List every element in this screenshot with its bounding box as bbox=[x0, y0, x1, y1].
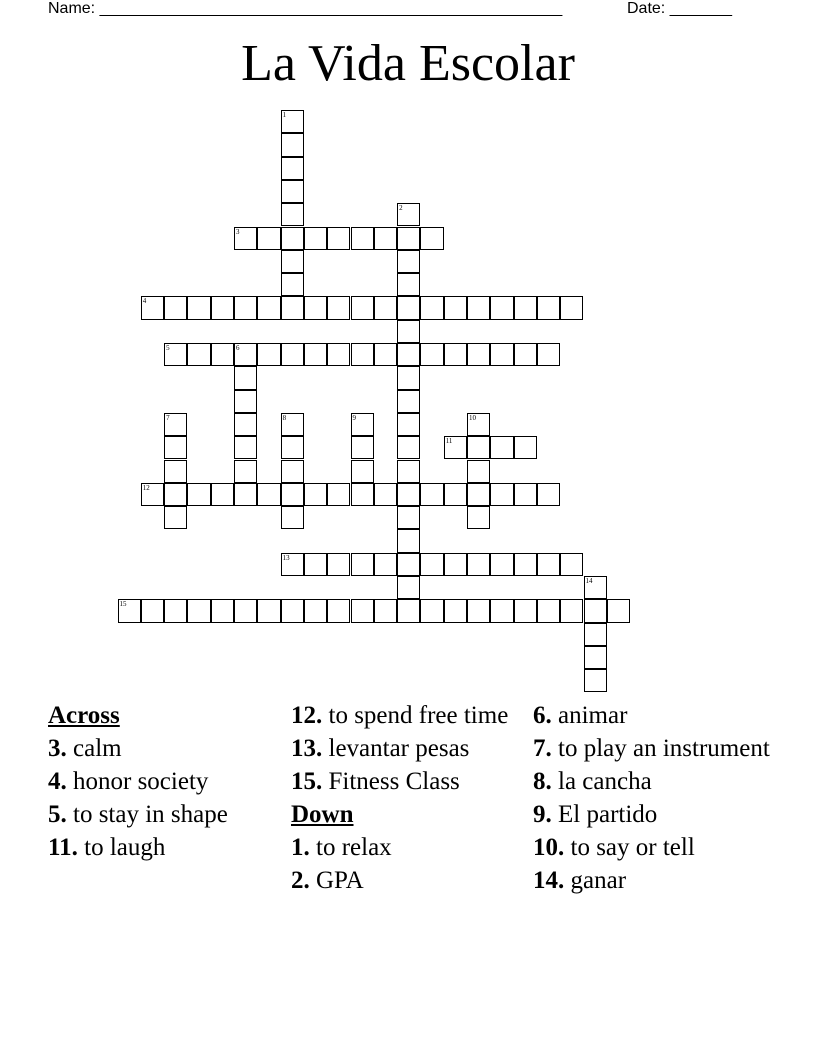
grid-cell[interactable] bbox=[374, 483, 397, 506]
clue-number: 13 bbox=[282, 553, 290, 562]
grid-cell[interactable] bbox=[397, 529, 420, 552]
grid-cell[interactable] bbox=[467, 506, 490, 529]
grid-cell[interactable] bbox=[351, 553, 374, 576]
grid-cell[interactable] bbox=[257, 483, 280, 506]
grid-cell[interactable] bbox=[164, 483, 187, 506]
grid-cell[interactable] bbox=[467, 460, 490, 483]
grid-cell[interactable] bbox=[257, 599, 280, 622]
clue-item-number: 14. bbox=[533, 867, 565, 894]
grid-cell[interactable] bbox=[444, 296, 467, 319]
grid-cell[interactable] bbox=[118, 599, 141, 622]
clue-item bbox=[48, 834, 278, 861]
clue-item-text: animar bbox=[551, 702, 628, 729]
grid-cell[interactable] bbox=[560, 296, 583, 319]
grid-cell[interactable] bbox=[234, 483, 257, 506]
clue-item bbox=[291, 834, 521, 861]
grid-cell[interactable] bbox=[141, 296, 164, 319]
grid-cell[interactable] bbox=[420, 483, 443, 506]
grid-cell[interactable] bbox=[164, 413, 187, 436]
grid-cell[interactable] bbox=[234, 366, 257, 389]
clue-item-text: GPA bbox=[309, 867, 364, 894]
grid-cell[interactable] bbox=[420, 553, 443, 576]
grid-cell[interactable] bbox=[397, 483, 420, 506]
grid-cell[interactable] bbox=[304, 483, 327, 506]
clue-item bbox=[48, 735, 278, 762]
grid-cell[interactable] bbox=[584, 576, 607, 599]
grid-cell[interactable] bbox=[281, 273, 304, 296]
grid-cell[interactable] bbox=[560, 599, 583, 622]
clue-item-number: 13. bbox=[291, 735, 323, 762]
clue-number: 9 bbox=[352, 413, 356, 422]
grid-cell[interactable] bbox=[351, 343, 374, 366]
clue-number: 3 bbox=[236, 227, 240, 236]
grid-cell[interactable] bbox=[327, 553, 350, 576]
clue-item-text: to play an instrument bbox=[551, 735, 770, 762]
clue-heading: Down bbox=[291, 801, 354, 828]
grid-cell[interactable] bbox=[490, 436, 513, 459]
grid-cell[interactable] bbox=[397, 506, 420, 529]
grid-cell[interactable] bbox=[397, 203, 420, 226]
grid-cell[interactable] bbox=[397, 599, 420, 622]
grid-cell[interactable] bbox=[164, 506, 187, 529]
grid-cell[interactable] bbox=[257, 227, 280, 250]
grid-cell[interactable] bbox=[374, 227, 397, 250]
grid-cell[interactable] bbox=[164, 599, 187, 622]
grid-cell[interactable] bbox=[537, 483, 560, 506]
clue-item bbox=[48, 801, 278, 828]
clue-number: 8 bbox=[282, 413, 287, 422]
grid-cell[interactable] bbox=[164, 296, 187, 319]
grid-cell[interactable] bbox=[537, 553, 560, 576]
grid-cell[interactable] bbox=[351, 227, 374, 250]
grid-cell[interactable] bbox=[490, 553, 513, 576]
grid-cell[interactable] bbox=[397, 250, 420, 273]
grid-cell[interactable] bbox=[304, 227, 327, 250]
grid-cell[interactable] bbox=[397, 576, 420, 599]
clue-item-text: honor society bbox=[66, 768, 209, 795]
clue-item bbox=[533, 735, 773, 762]
grid-cell[interactable] bbox=[351, 436, 374, 459]
grid-cell[interactable] bbox=[490, 599, 513, 622]
grid-cell[interactable] bbox=[327, 483, 350, 506]
clue-number: 10 bbox=[469, 413, 476, 422]
clue-number: 12 bbox=[142, 483, 150, 492]
clue-item-number: 9. bbox=[533, 801, 552, 828]
clue-number: 11 bbox=[445, 437, 453, 446]
grid-cell[interactable] bbox=[281, 133, 304, 156]
clue-item-text: calm bbox=[66, 735, 122, 762]
page-title: La Vida Escolar bbox=[241, 35, 575, 92]
clue-item-number: 11. bbox=[48, 834, 78, 861]
clue-item bbox=[291, 735, 521, 762]
clue-item-text: la cancha bbox=[551, 768, 652, 795]
grid-cell[interactable] bbox=[397, 553, 420, 576]
grid-cell[interactable] bbox=[397, 390, 420, 413]
clue-number: 6 bbox=[236, 344, 240, 352]
clue-item bbox=[291, 768, 521, 795]
grid-cell[interactable] bbox=[327, 296, 350, 319]
clue-item bbox=[533, 768, 773, 795]
grid-cell[interactable] bbox=[444, 343, 467, 366]
grid-cell[interactable] bbox=[257, 343, 280, 366]
grid-cell[interactable] bbox=[234, 343, 257, 366]
grid-cell[interactable] bbox=[281, 157, 304, 180]
grid-cell[interactable] bbox=[234, 390, 257, 413]
clue-item-number: 8. bbox=[533, 768, 552, 795]
grid-cell[interactable] bbox=[327, 599, 350, 622]
grid-cell[interactable] bbox=[420, 296, 443, 319]
name-field-label: Name: ____________________________________________________ bbox=[48, 0, 563, 17]
clue-item-text: Fitness Class bbox=[322, 768, 460, 795]
grid-cell[interactable] bbox=[351, 460, 374, 483]
grid-cell[interactable] bbox=[281, 296, 304, 319]
grid-cell[interactable] bbox=[281, 599, 304, 622]
grid-cell[interactable] bbox=[420, 227, 443, 250]
grid-cell[interactable] bbox=[397, 320, 420, 343]
clue-item-number: 4. bbox=[48, 768, 67, 795]
grid-cell[interactable] bbox=[397, 460, 420, 483]
grid-cell[interactable] bbox=[444, 483, 467, 506]
grid-cell[interactable] bbox=[281, 110, 304, 133]
grid-cell[interactable] bbox=[584, 669, 607, 692]
grid-cell[interactable] bbox=[281, 203, 304, 226]
clue-column-2 bbox=[291, 702, 521, 900]
grid-cell[interactable] bbox=[397, 343, 420, 366]
clue-heading: Across bbox=[48, 702, 120, 729]
grid-cell[interactable] bbox=[164, 343, 187, 366]
clue-number: 5 bbox=[166, 344, 170, 352]
clue-item-number: 5. bbox=[48, 801, 67, 828]
grid-cell[interactable] bbox=[397, 436, 420, 459]
clue-number: 14 bbox=[585, 577, 593, 585]
grid-cell[interactable] bbox=[234, 460, 257, 483]
grid-cell[interactable] bbox=[281, 180, 304, 203]
clue-item bbox=[291, 702, 521, 729]
grid-cell[interactable] bbox=[141, 599, 164, 622]
grid-cell[interactable] bbox=[444, 553, 467, 576]
clue-item-text: to laugh bbox=[77, 834, 166, 861]
grid-cell[interactable] bbox=[281, 250, 304, 273]
grid-cell[interactable] bbox=[304, 599, 327, 622]
grid-cell[interactable] bbox=[537, 296, 560, 319]
grid-cell[interactable] bbox=[234, 413, 257, 436]
clue-number: 2 bbox=[399, 204, 403, 213]
grid-cell[interactable] bbox=[397, 273, 420, 296]
grid-cell[interactable] bbox=[164, 460, 187, 483]
grid-cell[interactable] bbox=[281, 436, 304, 459]
grid-cell[interactable] bbox=[607, 599, 630, 622]
clue-item-number: 12. bbox=[291, 702, 323, 729]
grid-cell[interactable] bbox=[584, 646, 607, 669]
grid-cell[interactable] bbox=[281, 413, 304, 436]
grid-cell[interactable] bbox=[187, 599, 210, 622]
grid-cell[interactable] bbox=[584, 623, 607, 646]
clue-item-text: levantar pesas bbox=[322, 735, 470, 762]
grid-cell[interactable] bbox=[374, 553, 397, 576]
clue-item bbox=[533, 702, 773, 729]
grid-cell[interactable] bbox=[514, 296, 537, 319]
grid-cell[interactable] bbox=[211, 343, 234, 366]
grid-cell[interactable] bbox=[164, 436, 187, 459]
grid-cell[interactable] bbox=[490, 483, 513, 506]
grid-cell[interactable] bbox=[351, 413, 374, 436]
clue-item-text: El partido bbox=[551, 801, 658, 828]
grid-cell[interactable] bbox=[304, 553, 327, 576]
grid-cell[interactable] bbox=[234, 296, 257, 319]
grid-cell[interactable] bbox=[467, 413, 490, 436]
clue-item-number: 15. bbox=[291, 768, 323, 795]
grid-cell[interactable] bbox=[467, 599, 490, 622]
grid-cell[interactable] bbox=[327, 343, 350, 366]
grid-cell[interactable] bbox=[420, 343, 443, 366]
grid-cell[interactable] bbox=[467, 343, 490, 366]
grid-cell[interactable] bbox=[187, 296, 210, 319]
grid-cell[interactable] bbox=[560, 553, 583, 576]
clue-item bbox=[533, 867, 773, 894]
grid-cell[interactable] bbox=[351, 483, 374, 506]
grid-cell[interactable] bbox=[467, 483, 490, 506]
grid-cell[interactable] bbox=[187, 483, 210, 506]
clue-item bbox=[533, 801, 773, 828]
grid-cell[interactable] bbox=[257, 296, 280, 319]
clue-item-number: 2. bbox=[291, 867, 310, 894]
grid-cell[interactable] bbox=[490, 343, 513, 366]
clue-column-3 bbox=[533, 702, 773, 900]
grid-cell[interactable] bbox=[281, 460, 304, 483]
clue-item-number: 3. bbox=[48, 735, 67, 762]
grid-cell[interactable] bbox=[211, 483, 234, 506]
grid-cell[interactable] bbox=[514, 436, 537, 459]
grid-cell[interactable] bbox=[397, 296, 420, 319]
grid-cell[interactable] bbox=[420, 599, 443, 622]
clue-column-1 bbox=[48, 702, 278, 867]
grid-cell[interactable] bbox=[304, 343, 327, 366]
clue-number: 15 bbox=[119, 600, 127, 609]
grid-cell[interactable] bbox=[211, 296, 234, 319]
grid-cell[interactable] bbox=[397, 413, 420, 436]
grid-cell[interactable] bbox=[281, 483, 304, 506]
grid-cell[interactable] bbox=[584, 599, 607, 622]
grid-cell[interactable] bbox=[514, 553, 537, 576]
clue-item-number: 7. bbox=[533, 735, 552, 762]
clue-item bbox=[533, 834, 773, 861]
grid-cell[interactable] bbox=[351, 599, 374, 622]
grid-cell[interactable] bbox=[444, 436, 467, 459]
clue-item-text: ganar bbox=[564, 867, 627, 894]
grid-cell[interactable] bbox=[281, 227, 304, 250]
clue-item bbox=[48, 768, 278, 795]
clue-item-number: 10. bbox=[533, 834, 565, 861]
grid-cell[interactable] bbox=[187, 343, 210, 366]
grid-cell[interactable] bbox=[351, 296, 374, 319]
grid-cell[interactable] bbox=[374, 599, 397, 622]
grid-cell[interactable] bbox=[397, 366, 420, 389]
grid-cell[interactable] bbox=[304, 296, 327, 319]
grid-cell[interactable] bbox=[467, 296, 490, 319]
grid-cell[interactable] bbox=[467, 436, 490, 459]
grid-cell[interactable] bbox=[444, 599, 467, 622]
grid-cell[interactable] bbox=[537, 343, 560, 366]
grid-cell[interactable] bbox=[211, 599, 234, 622]
clue-item-text: to relax bbox=[309, 834, 392, 861]
grid-cell[interactable] bbox=[281, 343, 304, 366]
grid-cell[interactable] bbox=[537, 599, 560, 622]
clue-number: 1 bbox=[282, 111, 287, 119]
date-field-label: Date: _______ bbox=[627, 0, 732, 17]
grid-cell[interactable] bbox=[234, 227, 257, 250]
grid-cell[interactable] bbox=[467, 553, 490, 576]
grid-cell[interactable] bbox=[514, 483, 537, 506]
clue-item-text: to stay in shape bbox=[66, 801, 228, 828]
clue-item-text: to say or tell bbox=[564, 834, 695, 861]
grid-cell[interactable] bbox=[281, 506, 304, 529]
clue-number: 4 bbox=[142, 297, 147, 306]
grid-cell[interactable] bbox=[397, 227, 420, 250]
grid-cell[interactable] bbox=[234, 436, 257, 459]
clue-item-text: to spend free time bbox=[322, 702, 509, 729]
grid-cell[interactable] bbox=[514, 599, 537, 622]
grid-cell[interactable] bbox=[490, 296, 513, 319]
grid-cell[interactable] bbox=[374, 296, 397, 319]
clue-item-number: 6. bbox=[533, 702, 552, 729]
clue-number: 7 bbox=[166, 413, 170, 422]
clue-item bbox=[291, 867, 521, 894]
grid-cell[interactable] bbox=[141, 483, 164, 506]
grid-cell[interactable] bbox=[514, 343, 537, 366]
clue-item-number: 1. bbox=[291, 834, 310, 861]
grid-cell[interactable] bbox=[234, 599, 257, 622]
grid-cell[interactable] bbox=[281, 553, 304, 576]
grid-cell[interactable] bbox=[374, 343, 397, 366]
grid-cell[interactable] bbox=[327, 227, 350, 250]
